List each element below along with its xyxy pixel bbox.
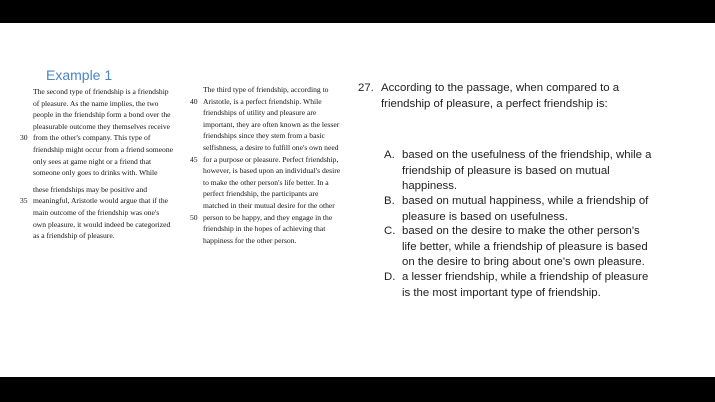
example-title: Example 1	[46, 67, 113, 83]
passage-line: important, they are often known as the lesser	[203, 119, 340, 129]
passage-line: The second type of friendship is a friendship	[33, 87, 169, 96]
passage-line: friendship might occur from a friend someone	[33, 144, 174, 154]
passage-column-1	[20, 86, 190, 242]
passage-line: only sees at game night or a friend that	[33, 156, 152, 166]
line-number: 40	[190, 96, 198, 106]
option-text: based on the usefulness of the friendship, while a friendship of pleasure is based on mutual happiness.	[402, 149, 652, 192]
passage-line: people in the friendship form a bond over the	[33, 110, 171, 120]
passage-line: perfect friendship, the participants are	[203, 189, 319, 199]
passage-line: pleasurable outcome they themselves receive	[33, 121, 171, 131]
option-letter: A.	[384, 149, 395, 161]
line-number: 35	[20, 196, 28, 206]
passage-line: main outcome of the friendship was one's	[33, 207, 160, 217]
passage-line: selfishness, a desire to fulfill one's own need	[203, 142, 339, 152]
passage-line: 50 person to be happy, and they engage in the	[190, 212, 333, 222]
question-text	[381, 81, 701, 112]
passage-line: happiness for the other person.	[203, 235, 297, 245]
passage-line: 30 from the other's company. This type of	[20, 133, 151, 143]
passage-line: own pleasure, it would indeed be categorized	[33, 219, 171, 229]
passage-line: 45 for a purpose or pleasure. Perfect friendship,	[190, 154, 339, 164]
passage-line: 40 Aristotle, is a perfect friendship. While	[190, 96, 322, 106]
passage-line: friendships of utility and pleasure are	[203, 108, 317, 118]
passage-column-2	[190, 84, 353, 246]
passage-line: to make the other person's life better. In a	[203, 177, 329, 187]
option-letter: D.	[384, 271, 396, 283]
passage-line: as a friendship of pleasure.	[33, 231, 115, 241]
line-number: 50	[190, 212, 198, 222]
option-letter: C.	[384, 225, 396, 237]
passage-line: The third type of friendship, according to	[203, 85, 329, 94]
passage-line: 35 meaningful, Aristotle would argue that if the	[20, 196, 169, 206]
passage-line: these friendships may be positive and	[33, 184, 148, 194]
option-letter: B.	[384, 195, 395, 207]
passage-line: however, is based upon an individual's desire	[203, 166, 341, 176]
question-number: 27.	[358, 82, 374, 94]
option-text: based on mutual happiness, while a friendship of pleasure is based on usefulness.	[402, 195, 649, 223]
line-number: 45	[190, 154, 198, 164]
passage-line: friendships since they stem from a basic	[203, 131, 325, 141]
passage-line: friendship in the hopes of achieving that	[203, 224, 326, 234]
option-text: based on the desire to make the other person's life better, while a friendship of pleasure is based on the desire to bring about one's own pleasure.	[402, 225, 648, 268]
question-line: According to the passage, when compared to a	[381, 82, 620, 94]
question-line: friendship of pleasure, a perfect friendship is:	[381, 97, 608, 110]
option-text: a lesser friendship, while a friendship of pleasure is the most important type of friendship.	[402, 271, 649, 299]
passage-line: matched in their mutual desire for the other	[203, 200, 335, 210]
passage-line: of pleasure. As the name implies, the two	[33, 98, 159, 108]
line-number: 30	[20, 133, 28, 143]
passage-line: someone only goes to drinks with. While	[33, 168, 158, 178]
